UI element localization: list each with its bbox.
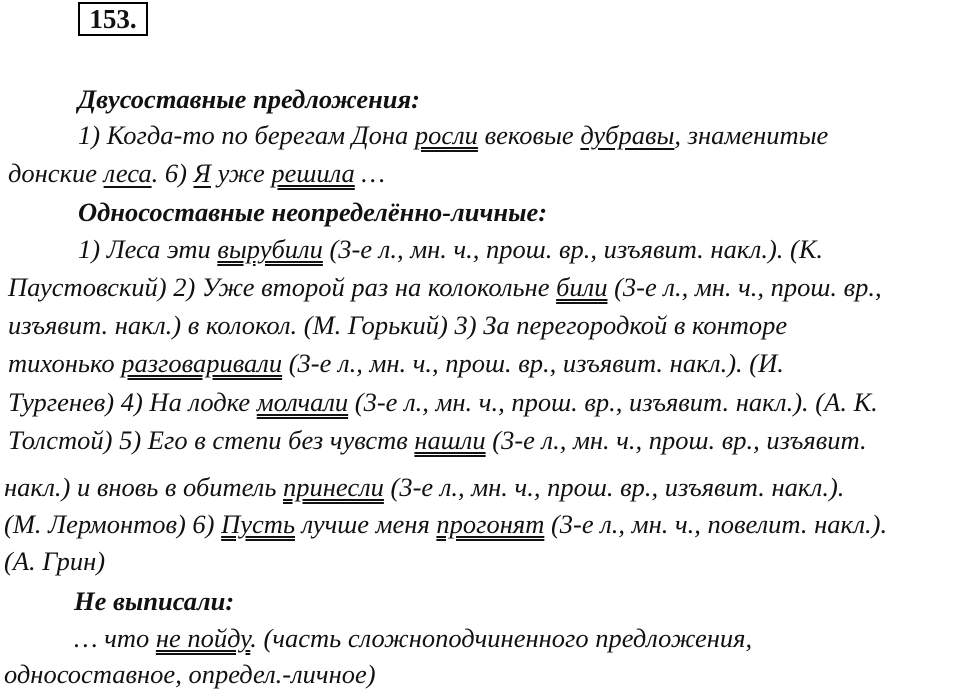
- text-line: [78, 234, 823, 264]
- text: (3-е л., мн. ч., повелит. накл.).: [544, 509, 888, 539]
- predicate: росли: [414, 120, 478, 150]
- text: Паустовский) 2) Уже второй раз на колокольне: [8, 272, 557, 302]
- heading-two-part: Двусоставные предложения:: [78, 84, 421, 114]
- text-line: односоставное, определ.-личное): [4, 659, 376, 689]
- text: …: [354, 158, 385, 188]
- text: (3-е л., мн. ч., прош. вр., изъявит. накл.). (А. К.: [348, 387, 878, 417]
- text: (3-е л., мн. ч., прош. вр., изъявит. накл.). (К.: [322, 234, 824, 264]
- predicate: вырубили: [217, 234, 323, 264]
- text: 1) Когда-то по берегам Дона: [78, 120, 415, 150]
- text: донские: [8, 158, 104, 188]
- text-line: [8, 348, 784, 378]
- predicate: принесли: [283, 472, 384, 502]
- text: 1) Леса эти: [78, 234, 218, 264]
- text-line: [78, 120, 828, 150]
- text-line: [4, 509, 887, 539]
- text: (3-е л., мн. ч., прош. вр.,: [607, 272, 882, 302]
- predicate: решила: [271, 158, 355, 188]
- text-line: [8, 387, 878, 417]
- text-line: [8, 272, 882, 302]
- subject: дубравы: [580, 120, 675, 150]
- text: . 6): [151, 158, 194, 188]
- subject: леса: [103, 158, 152, 188]
- text: (3-е л., мн. ч., прош. вр., изъявит. накл.). (И.: [282, 348, 784, 378]
- predicate: нашли: [414, 425, 486, 455]
- text-line: изъявит. накл.) в колокол. (М. Горький) 3) За перегородкой в конторе: [8, 310, 788, 340]
- subject: Я: [193, 158, 211, 188]
- text: вековые: [477, 120, 581, 150]
- text: накл.) и вновь в обитель: [4, 472, 284, 502]
- text: … что: [74, 623, 156, 653]
- text: (М. Лермонтов) 6): [4, 509, 222, 539]
- text-line: [8, 158, 385, 188]
- heading-not-written: Не выписали:: [74, 586, 235, 616]
- predicate: молчали: [256, 387, 349, 417]
- predicate: разговаривали: [121, 348, 283, 378]
- text-line: [74, 623, 752, 653]
- text: лучше меня: [295, 509, 437, 539]
- predicate: прогонят: [436, 509, 545, 539]
- text: Тургенев) 4) На лодке: [8, 387, 257, 417]
- predicate: Пусть: [221, 509, 295, 539]
- text: (3-е л., мн. ч., прош. вр., изъявит. накл.).: [383, 472, 845, 502]
- exercise-number: 153.: [78, 2, 148, 36]
- text: Толстой) 5) Его в степи без чувств: [8, 425, 415, 455]
- text: тихонько: [8, 348, 122, 378]
- predicate: не пойду: [155, 623, 251, 653]
- text: , знаменитые: [674, 120, 829, 150]
- text: (3-е л., мн. ч., прош. вр., изъявит.: [485, 425, 867, 455]
- heading-indefinite-personal: Односоставные неопределённо-личные:: [78, 197, 548, 227]
- text-line: [4, 472, 844, 502]
- text-line: (А. Грин): [4, 546, 106, 576]
- text: уже: [210, 158, 272, 188]
- predicate: били: [556, 272, 608, 302]
- text-line: [8, 425, 867, 455]
- text: . (часть сложноподчиненного предложения,: [250, 623, 753, 653]
